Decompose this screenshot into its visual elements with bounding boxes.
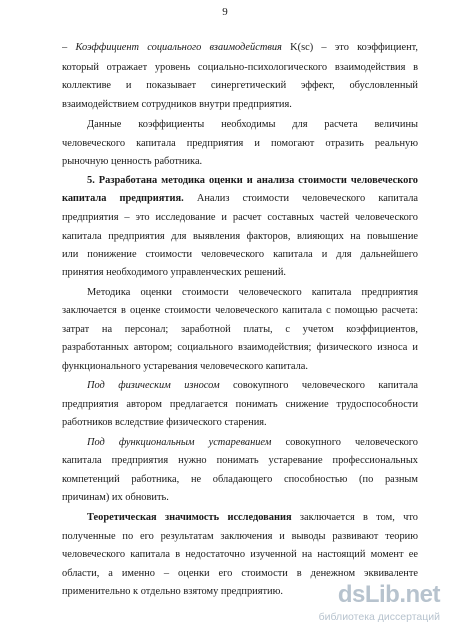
text-run: работников вследствие физического старения. xyxy=(62,417,267,428)
text-line xyxy=(62,137,418,150)
text-run: капитала предприятия для выявления факторов, влияющих на повышение xyxy=(62,231,418,242)
text-line xyxy=(62,266,418,279)
text-run: человеческого капитала в недостаточно изученной на настоящий момент ее xyxy=(62,549,418,560)
text-line xyxy=(62,155,418,168)
text-run: затрат на персонал; заработной платы, с учетом коэффициентов, xyxy=(62,324,418,335)
bold-text: Теоретическая значимость исследования xyxy=(87,512,292,523)
text-run: предприятия – это исследование и расчет составных частей человеческого xyxy=(62,212,418,223)
text-line xyxy=(62,360,418,373)
text-run: функционального устаревания человеческого капитала. xyxy=(62,361,308,372)
text-line xyxy=(62,304,418,317)
text-line xyxy=(62,230,418,243)
text-run: коллективе и показывает синергетический эффект, обусловленный xyxy=(62,80,418,91)
text-run: заключается в том, что xyxy=(291,512,418,523)
text-line xyxy=(87,436,418,449)
text-line xyxy=(87,174,418,187)
text-run: Данные коэффициенты необходимы для расчета величины xyxy=(87,119,418,130)
watermark xyxy=(318,581,446,627)
text-line xyxy=(62,79,418,92)
text-line xyxy=(62,491,418,504)
text-line xyxy=(62,248,418,261)
text-line xyxy=(62,416,418,429)
text-run: компетенций работника, не обладающего способностью (по разным xyxy=(62,474,418,485)
text-run: области, а именно – оценки его стоимости в денежном эквиваленте xyxy=(62,568,418,579)
text-run: совокупного человеческого xyxy=(271,437,418,448)
text-line xyxy=(62,454,418,467)
text-run: K(sc) – это коэффициент, xyxy=(281,42,418,53)
text-run: заключается в оценке стоимости человеческого капитала с помощью расчета: xyxy=(62,305,418,316)
text-run: применительно к отдельно взятому предприятию. xyxy=(62,586,283,597)
watermark-logo: dsLib.net xyxy=(337,581,440,608)
text-line xyxy=(62,98,418,111)
italic-text: Под функциональным устареванием xyxy=(87,437,272,448)
text-line xyxy=(87,286,418,299)
text-run: человеческого капитала предприятия и помогают отразить реальную xyxy=(62,138,418,149)
text-run: совокупного человеческого капитала xyxy=(219,380,418,391)
text-run: или понижение стоимости человеческого капитала и для дальнейшего xyxy=(62,249,418,260)
text-run: – xyxy=(62,42,76,53)
italic-text: Коэффициент социального взаимодействия xyxy=(75,42,282,53)
text-run: капитала предприятия нужно понимать устаревание профессиональных xyxy=(62,455,418,466)
text-run: Анализ стоимости человеческого капитала xyxy=(183,193,418,204)
text-run: принятия необходимого управленческих решений. xyxy=(62,267,287,278)
text-line xyxy=(87,379,418,392)
bold-text: 5. Разработана методика оценки и анализа стоимости человеческого xyxy=(87,175,418,186)
text-line xyxy=(62,41,418,54)
text-line xyxy=(62,398,418,411)
page-number: 9 xyxy=(222,6,228,18)
text-line xyxy=(62,548,418,561)
text-line xyxy=(62,341,418,354)
text-line xyxy=(62,192,418,205)
text-run: причинам) их обновить. xyxy=(62,492,169,503)
text-run: разработанных автором; социального взаимодействия; физического износа и xyxy=(62,342,418,353)
italic-text: Под физическим износом xyxy=(87,380,220,391)
text-line xyxy=(62,567,418,580)
text-run: рыночную ценность работника. xyxy=(62,156,203,167)
text-line xyxy=(62,530,418,543)
text-line xyxy=(87,511,418,524)
text-run: предприятия автором предлагается понимать снижение трудоспособности xyxy=(62,399,418,410)
watermark-subtitle: библиотека диссертаций xyxy=(318,611,440,623)
text-run: Методика оценки стоимости человеческого капитала предприятия xyxy=(87,287,418,298)
text-line xyxy=(87,118,418,131)
text-run: взаимодействием сотрудников внутри предприятия. xyxy=(62,99,292,110)
text-line xyxy=(62,211,418,224)
text-run: полученные по его результатам заключения и выводы развивают теорию xyxy=(62,531,418,542)
text-line xyxy=(62,323,418,336)
text-line xyxy=(62,473,418,486)
text-line xyxy=(62,61,418,74)
bold-text: капитала предприятия. xyxy=(62,193,184,204)
text-run: который отражает уровень социально-психологического взаимодействия в xyxy=(62,62,418,73)
